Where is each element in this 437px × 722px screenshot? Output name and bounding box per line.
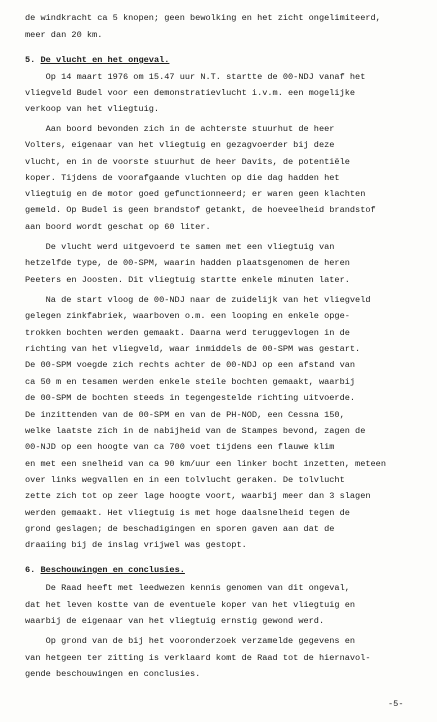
text-line: richting van het vliegveld, waar inmiddels de 00-SPM was gestart. [25,344,361,354]
section-title: Beschouwingen en conclusies. [40,565,185,575]
section-5-heading [25,56,169,65]
text-line: verkoop van het vliegtuig. [25,104,160,114]
text-line: welke laatste zich in de nabijheid van de Stampes bevond, zagen de [25,426,366,436]
text-line: gemeld. Op Budel is geen brandstof getankt, de hoeveelheid brandstof [25,205,376,215]
text-line: waarbij de eigenaar van het vliegtuig ernstig gewond werd. [25,616,325,626]
text-line: draaiing bij de inslag vrijwel was gestopt. [25,540,247,550]
text-line: en met een snelheid van ca 90 km/uur een linker bocht inzetten, meteen [25,459,386,469]
section-number: 5. [25,55,36,65]
page-number: -5- [388,699,404,709]
text-line: hetzelfde type, de 00-SPM, waarin hadden plaatsgenomen de heren [25,258,350,268]
text-line: de 00-SPM de bochten steeds in tegengestelde richting uitvoerde. [25,393,356,403]
text-line: De vlucht werd uitgevoerd te samen met een vliegtuig van [25,242,335,252]
text-line: koper. Tijdens de voorafgaande vluchten op die dag hadden het [25,173,340,183]
text-line: Op grond van de bij het vooronderzoek verzamelde gegevens en [25,636,356,646]
text-line: De inzittenden van de 00-SPM en van de PH-NOD, een Cessna 150, [25,410,345,420]
text-line: dat het leven kostte van de eventuele koper van het vliegtuig en [25,600,356,610]
section-number: 6. [25,565,36,575]
text-line: grond geslagen; de beschadigingen en sporen gaven aan dat de [25,524,335,534]
text-line: werden gemaakt. Het vliegtuig is met hoge daalsnelheid tegen de [25,508,350,518]
section-title: De vlucht en het ongeval. [40,55,170,65]
text-line: Op 14 maart 1976 om 15.47 uur N.T. startte de 00-NDJ vanaf het [25,72,366,82]
text-line: de windkracht ca 5 knopen; geen bewolking en het zicht ongelimiteerd, [25,13,381,23]
text-line: De 00-SPM voegde zich rechts achter de 00-NDJ op een afstand van [25,360,356,370]
text-line: ca 50 m en tesamen werden enkele steile bochten gemaakt, waarbij [25,377,356,387]
text-line: vliegtuig en de motor goed gefunctionneerd; er waren geen klachten [25,189,366,199]
text-line: aan boord wordt geschat op 60 liter. [25,222,211,232]
text-line: vlucht, en in de voorste stuurhut de heer Davits, de potentiële [25,157,350,167]
text-line: Aan boord bevonden zich in de achterste stuurhut de heer [25,124,335,134]
text-line: gende beschouwingen en conclusies. [25,669,201,679]
text-line: zette zich tot op zeer lage hoogte voort, waarbij meer dan 3 slagen [25,491,371,501]
section-6-heading [25,566,185,575]
text-line: gelegen zinkfabriek, waarboven o.m. een looping en enkele opge- [25,311,350,321]
text-line: trokken bochten werden gemaakt. Daarna werd teruggevlogen in de [25,328,350,338]
text-line: Volters, eigenaar van het vliegtuig en gezagvoerder bij deze [25,140,335,150]
text-line: over links wegvallen en in een tolvlucht geraken. De tolvlucht [25,475,345,485]
text-line: Na de start vloog de 00-NDJ naar de zuidelijk van het vliegveld [25,295,371,305]
text-line: 00-NJD op een hoogte van ca 700 voet tijdens een flauwe klim [25,442,335,452]
text-line: van hetgeen ter zitting is verklaard komt de Raad tot de hiernavol- [25,653,371,663]
text-line: vliegveld Budel voor een demonstratievlucht i.v.m. een mogelijke [25,88,356,98]
text-line: Peeters en Joosten. Dit vliegtuig startte enkele minuten later. [25,275,350,285]
text-line: meer dan 20 km. [25,30,103,40]
text-line: De Raad heeft met leedwezen kennis genomen van dit ongeval, [25,583,350,593]
